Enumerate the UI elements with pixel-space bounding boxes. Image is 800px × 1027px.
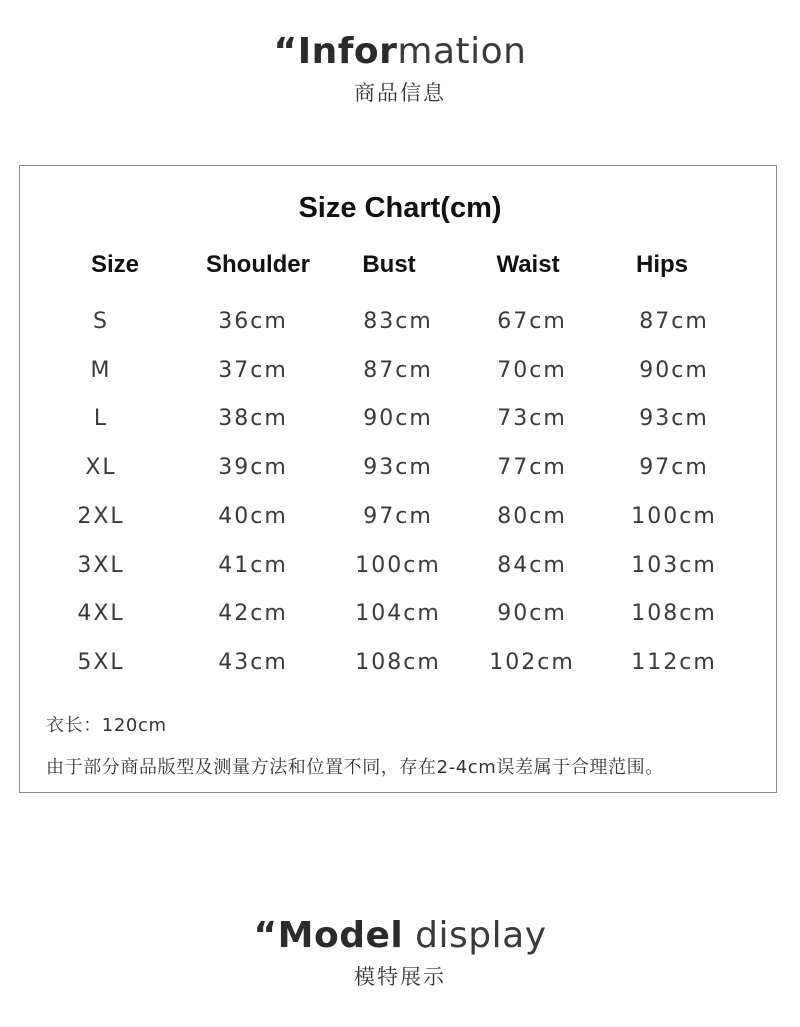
table-cell-waist: 84cm xyxy=(497,553,567,578)
table-cell-bust: 90cm xyxy=(363,406,433,431)
model-display-subtitle: 模特展示 xyxy=(354,965,446,989)
table-cell-shoulder: 39cm xyxy=(218,455,288,480)
measurement-error-note: 由于部分商品版型及测量方法和位置不同，存在2-4cm误差属于合理范围。 xyxy=(46,757,664,778)
table-cell-size: XL xyxy=(85,455,117,480)
table-cell-bust: 87cm xyxy=(363,358,433,383)
table-cell-size: 3XL xyxy=(77,553,125,578)
information-header xyxy=(0,32,800,106)
information-title-bold: Infor xyxy=(297,31,398,72)
column-header-hips: Hips xyxy=(635,251,688,278)
table-cell-waist: 80cm xyxy=(497,504,567,529)
information-title xyxy=(0,32,800,72)
table-cell-bust: 108cm xyxy=(355,650,441,675)
table-cell-hips: 100cm xyxy=(631,504,717,529)
column-header-bust: Bust xyxy=(362,251,416,278)
table-cell-size: 2XL xyxy=(77,504,125,529)
table-cell-size: 4XL xyxy=(77,601,125,626)
table-cell-waist: 102cm xyxy=(489,650,575,675)
column-header-size: Size xyxy=(90,251,140,278)
table-cell-hips: 90cm xyxy=(639,358,709,383)
information-subtitle: 商品信息 xyxy=(354,81,446,105)
table-cell-shoulder: 42cm xyxy=(218,601,288,626)
table-cell-waist: 90cm xyxy=(497,601,567,626)
table-cell-hips: 87cm xyxy=(639,309,709,334)
table-cell-bust: 97cm xyxy=(363,504,433,529)
column-header-shoulder: Shoulder xyxy=(205,251,310,278)
table-cell-hips: 112cm xyxy=(631,650,717,675)
table-cell-waist: 73cm xyxy=(497,406,567,431)
column-header-waist: Waist xyxy=(496,251,560,278)
quote-mark-icon: “ xyxy=(253,915,278,956)
table-cell-waist: 67cm xyxy=(497,309,567,334)
garment-length-note: 衣长：120cm xyxy=(46,715,167,736)
table-cell-shoulder: 40cm xyxy=(218,504,288,529)
quote-mark-icon: “ xyxy=(273,31,298,72)
model-display-title-bold: Model xyxy=(277,915,404,956)
information-title-light: mation xyxy=(397,31,527,72)
table-cell-hips: 93cm xyxy=(639,406,709,431)
table-cell-waist: 77cm xyxy=(497,455,567,480)
table-cell-size: M xyxy=(90,358,112,383)
table-cell-shoulder: 41cm xyxy=(218,553,288,578)
table-cell-shoulder: 37cm xyxy=(218,358,288,383)
table-cell-hips: 103cm xyxy=(631,553,717,578)
model-display-title xyxy=(0,916,800,956)
table-cell-shoulder: 38cm xyxy=(218,406,288,431)
table-cell-bust: 104cm xyxy=(355,601,441,626)
table-cell-bust: 83cm xyxy=(363,309,433,334)
table-cell-size: L xyxy=(93,406,109,431)
size-chart-title: Size Chart(cm) xyxy=(298,192,502,224)
table-cell-waist: 70cm xyxy=(497,358,567,383)
model-display-title-light: display xyxy=(403,915,547,956)
model-display-header xyxy=(0,916,800,990)
table-cell-hips: 108cm xyxy=(631,601,717,626)
table-cell-bust: 100cm xyxy=(355,553,441,578)
table-cell-hips: 97cm xyxy=(639,455,709,480)
table-cell-shoulder: 36cm xyxy=(218,309,288,334)
table-cell-size: 5XL xyxy=(77,650,125,675)
table-cell-shoulder: 43cm xyxy=(218,650,288,675)
table-cell-size: S xyxy=(93,309,109,334)
table-cell-bust: 93cm xyxy=(363,455,433,480)
